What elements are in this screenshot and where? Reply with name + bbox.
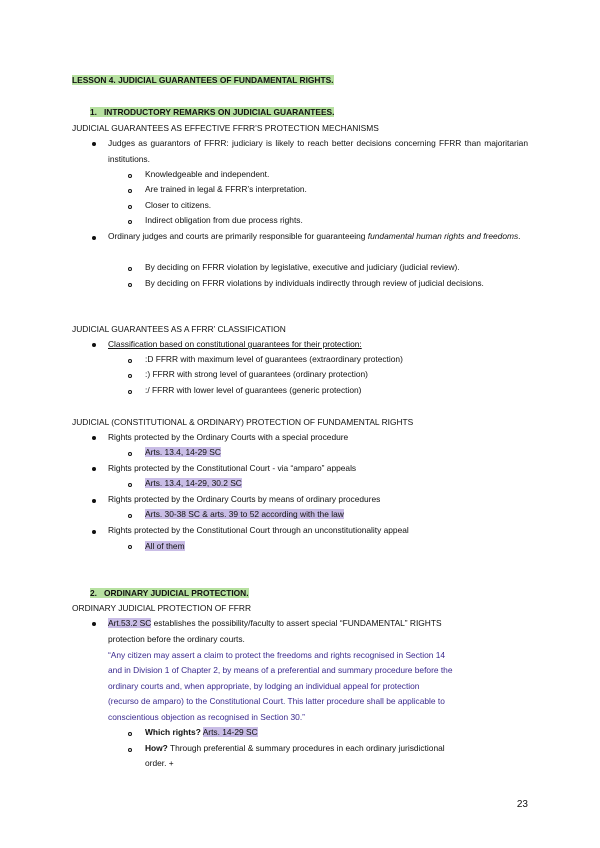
text-fragment: . <box>518 231 521 241</box>
section1-heading-text: INTRODUCTORY REMARKS ON JUDICIAL GUARANTEES. <box>103 107 335 117</box>
list-item-how-line2: order. + <box>145 758 174 768</box>
emphasis-text: fundamental human rights and freedoms <box>367 231 519 241</box>
highlighted-articles: Arts. 14-29 SC <box>202 727 258 737</box>
bullet-art-53-line1 <box>108 616 442 632</box>
list-item: Knowledgeable and independent. <box>145 169 270 179</box>
bullet-dot <box>92 530 96 534</box>
highlighted-articles: Arts. 13.4, 14-29, 30.2 SC <box>145 478 242 488</box>
bullet-ordinary-judges <box>108 229 528 245</box>
list-item-how <box>145 741 445 757</box>
list-item: Indirect obligation from due process rights. <box>145 215 303 225</box>
section2-heading-text: ORDINARY JUDICIAL PROTECTION. <box>103 588 249 598</box>
bullet-dot <box>92 142 96 146</box>
list-item: :) FFRR with strong level of guarantees (ordinary protection) <box>145 369 368 379</box>
circle-bullet <box>128 359 132 363</box>
bullet-dot <box>92 467 96 471</box>
list-item <box>145 507 344 523</box>
highlighted-articles: Arts. 13.4, 14-29 SC <box>145 447 221 457</box>
list-item <box>145 476 242 492</box>
lesson-title <box>72 73 334 89</box>
highlighted-articles: Arts. 30-38 SC & arts. 39 to 52 according with the law <box>145 509 344 519</box>
text-fragment: establishes the possibility/faculty to assert special “FUNDAMENTAL” RIGHTS <box>151 618 442 628</box>
circle-bullet <box>128 483 132 487</box>
circle-bullet <box>128 267 132 271</box>
subsection-title-protection: JUDICIAL (CONSTITUTIONAL & ORDINARY) PROTECTION OF FUNDAMENTAL RIGHTS <box>72 417 414 427</box>
list-item: :D FFRR with maximum level of guarantees (extraordinary protection) <box>145 354 403 364</box>
circle-bullet <box>128 390 132 394</box>
section1-heading <box>90 105 334 121</box>
circle-bullet <box>128 220 132 224</box>
bullet-classification: Classification based on constitutional guarantees for their protection: <box>108 339 362 349</box>
list-item: By deciding on FFRR violations by individuals indirectly through review of judicial decisions. <box>145 278 484 288</box>
quote-line: and in Division 1 of Chapter 2, by means of a preferential and summary procedure before the <box>108 665 453 675</box>
lesson-title-text: LESSON 4. JUDICIAL GUARANTEES OF FUNDAMENTAL RIGHTS. <box>72 75 334 85</box>
list-item: :/ FFRR with lower level of guarantees (generic protection) <box>145 385 362 395</box>
list-item: Closer to citizens. <box>145 200 212 210</box>
bullet-dot <box>92 622 96 626</box>
subsection-title-ordinary: ORDINARY JUDICIAL PROTECTION OF FFRR <box>72 603 251 613</box>
circle-bullet <box>128 189 132 193</box>
bullet-dot <box>92 499 96 503</box>
bullet-dot <box>92 436 96 440</box>
list-item <box>145 445 221 461</box>
bullet-judges-guarantors: Judges as guarantors of FFRR: judiciary is likely to reach better decisions concerning FFRR than majoritarian institutions. <box>108 138 528 164</box>
quote-line: ordinary courts and, when appropriate, by lodging an individual appeal for protection <box>108 681 420 691</box>
quote-line: (recurso de amparo) to the Constitutional Court. This latter procedure shall be applicable to <box>108 696 445 706</box>
circle-bullet <box>128 545 132 549</box>
highlighted-articles: Art.53.2 SC <box>108 618 152 628</box>
circle-bullet <box>128 452 132 456</box>
label-how: How? <box>145 743 168 753</box>
section2-number: 2. <box>90 588 97 598</box>
list-item: By deciding on FFRR violation by legislative, executive and judiciary (judicial review). <box>145 262 460 272</box>
circle-bullet <box>128 514 132 518</box>
circle-bullet <box>128 748 132 752</box>
subsection-title-mechanisms: JUDICIAL GUARANTEES AS EFFECTIVE FFRR’S PROTECTION MECHANISMS <box>72 123 379 133</box>
list-item <box>145 539 185 555</box>
list-item: Are trained in legal & FFRR’s interpretation. <box>145 184 307 194</box>
text-fragment: Through preferential & summary procedures in each ordinary jurisdictional <box>167 743 445 753</box>
circle-bullet <box>128 732 132 736</box>
circle-bullet <box>128 283 132 287</box>
circle-bullet <box>128 374 132 378</box>
label-which-rights: Which rights? <box>145 727 201 737</box>
highlighted-articles: All of them <box>145 541 185 551</box>
quote-line: “Any citizen may assert a claim to protect the freedoms and rights recognised in Section 14 <box>108 650 446 660</box>
quote-line: conscientious objection as recognised in Section 30.” <box>108 712 305 722</box>
list-item-which-rights <box>145 725 258 741</box>
bullet-art-53-line2: protection before the ordinary courts. <box>108 634 245 644</box>
bullet-unconstitutionality: Rights protected by the Constitutional Court through an unconstitutionality appeal <box>108 525 409 535</box>
bullet-ordinary-special: Rights protected by the Ordinary Courts with a special procedure <box>108 432 349 442</box>
circle-bullet <box>128 174 132 178</box>
circle-bullet <box>128 205 132 209</box>
section2-heading <box>90 586 249 602</box>
text-fragment: Ordinary judges and courts are primarily responsible for guaranteeing <box>108 231 368 241</box>
subsection-title-classification: JUDICIAL GUARANTEES AS A FFRR’ CLASSIFICATION <box>72 324 286 334</box>
bullet-dot <box>92 343 96 347</box>
page-number: 23 <box>516 799 528 810</box>
bullet-constitutional-amparo: Rights protected by the Constitutional Court - via “amparo” appeals <box>108 463 357 473</box>
bullet-dot <box>92 236 96 240</box>
section1-number: 1. <box>90 107 97 117</box>
bullet-ordinary-procedures: Rights protected by the Ordinary Courts by means of ordinary procedures <box>108 494 381 504</box>
